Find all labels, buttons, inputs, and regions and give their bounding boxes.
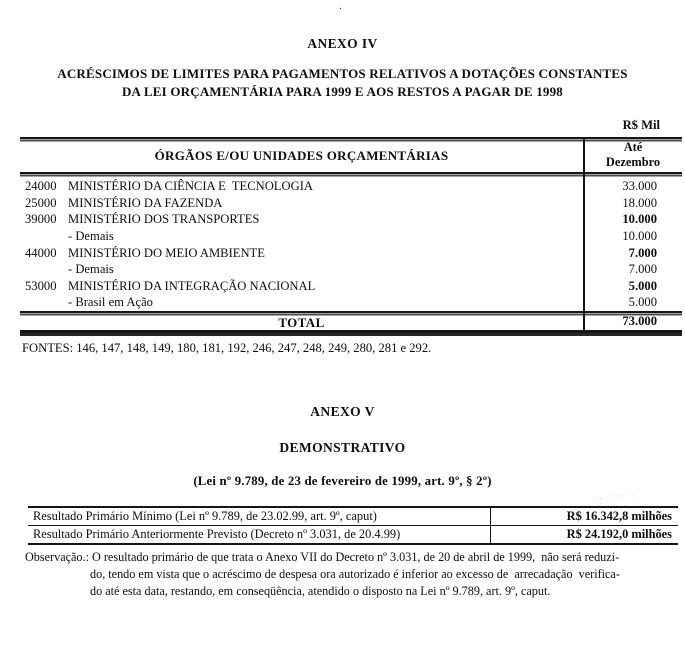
- org-subitem: - Demais: [68, 262, 114, 277]
- org-subitem: - Brasil em Ação: [68, 295, 153, 310]
- anexo4-title: ANEXO IV: [307, 36, 378, 51]
- table-row: [25, 228, 683, 245]
- result-value: R$ 24.192,0 milhões: [566, 527, 672, 541]
- table-column-separator: [490, 508, 491, 543]
- org-value: 5.000: [628, 278, 657, 293]
- org-code: [25, 261, 68, 278]
- table-row: [28, 508, 678, 526]
- table-row: [25, 195, 683, 212]
- table-row: [25, 178, 683, 195]
- value-column-header-line1: Até: [623, 140, 643, 154]
- anexo4-subtitle-line2: DA LEI ORÇAMENTÁRIA PARA 1999 E AOS RESTOS A PAGAR DE 1998: [121, 84, 564, 99]
- table-row: [25, 294, 683, 311]
- org-name: MINISTÉRIO DA CIÊNCIA E TECNOLOGIA: [68, 179, 313, 193]
- observation-label: Observação.:: [25, 550, 89, 564]
- org-value: 10.000: [622, 228, 657, 243]
- org-name: MINISTÉRIO DO MEIO AMBIENTE: [68, 245, 265, 260]
- org-code: [25, 294, 68, 311]
- result-label: Resultado Primário Anteriormente Previsto (Decreto nº 3.031, de 20.4.99): [33, 527, 401, 541]
- table-row: [28, 526, 678, 543]
- organs-column-header: ÓRGÃOS E/OU UNIDADES ORÇAMENTÁRIAS: [154, 148, 449, 163]
- result-value: R$ 16.342,8 milhões: [566, 509, 672, 523]
- org-code: 39000: [25, 212, 57, 227]
- org-code: 25000: [25, 195, 57, 210]
- scan-speckle-artifact: ‥ · ·· ·: [596, 491, 637, 501]
- primary-result-table: [28, 506, 678, 545]
- value-column-header-line2: Dezembro: [605, 155, 661, 169]
- table-row: [25, 261, 683, 278]
- result-label: Resultado Primário Mínimo (Lei nº 9.789, de 23.02.99, art. 9º, caput): [33, 509, 377, 523]
- org-name: MINISTÉRIO DA INTEGRAÇÃO NACIONAL: [68, 278, 316, 293]
- org-name: MINISTÉRIO DA FAZENDA: [68, 195, 223, 210]
- observation-line1: [25, 550, 619, 565]
- table-row: [25, 211, 683, 228]
- org-value: 7.000: [628, 262, 657, 277]
- anexo5-law-reference: (Lei nº 9.789, de 23 de fevereiro de 1999, art. 9º, § 2º): [193, 474, 492, 488]
- org-code: 53000: [25, 278, 57, 293]
- org-value: 7.000: [628, 245, 657, 260]
- observation-text: O resultado primário de que trata o Anexo VII do Decreto nº 3.031, de 20 de abril de 1999, não será reduzi-: [88, 550, 620, 564]
- currency-unit-label: R$ Mil: [622, 118, 660, 132]
- org-subitem: - Demais: [68, 228, 114, 243]
- table-row: [25, 278, 683, 295]
- scan-dot-artifact: .: [339, 0, 342, 12]
- total-value: 73.000: [622, 314, 657, 328]
- org-value: 10.000: [622, 212, 657, 227]
- sources-note: FONTES: 146, 147, 148, 149, 180, 181, 192, 246, 247, 248, 249, 280, 281 e 292.: [22, 341, 432, 355]
- table-row: [25, 245, 683, 262]
- org-value: 33.000: [622, 179, 657, 193]
- observation-line3: do até esta data, restando, em conseqüência, atendido o disposto na Lei nº 9.789, art. 9º, caput.: [90, 584, 551, 598]
- observation-line2: do, tendo em vista que o acréscimo de despesa ora autorizado é inferior ao excesso de arrecadação verifica-: [90, 567, 620, 581]
- org-name: MINISTÉRIO DOS TRANSPORTES: [68, 212, 260, 227]
- org-value: 5.000: [628, 295, 657, 310]
- anexo4-subtitle-line1: ACRÉSCIMOS DE LIMITES PARA PAGAMENTOS RELATIVOS A DOTAÇÕES CONSTANTES: [57, 66, 628, 81]
- org-code: [25, 228, 68, 245]
- org-code: 44000: [25, 245, 57, 260]
- total-label: TOTAL: [278, 315, 325, 330]
- org-value: 18.000: [622, 195, 657, 210]
- budget-table-body: [25, 178, 683, 311]
- anexo5-title: ANEXO V: [310, 404, 375, 419]
- anexo5-subtitle: DEMONSTRATIVO: [279, 440, 406, 455]
- org-code: 24000: [25, 179, 57, 193]
